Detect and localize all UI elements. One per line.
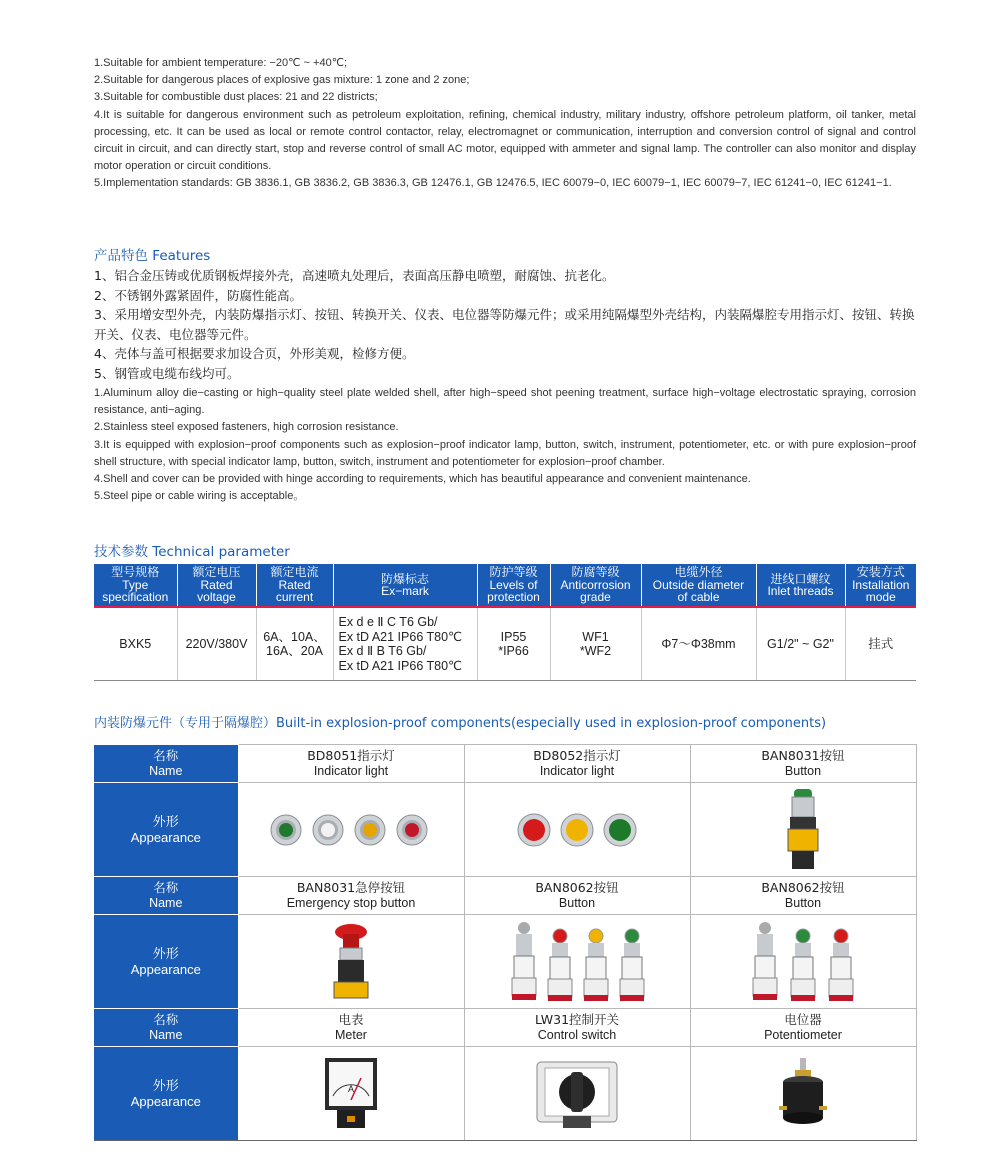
feature-zh-item: 3、采用增安型外壳，内装防爆指示灯、按钮、转换开关、仪表、电位器等防爆元件；或采用纯隔爆型外壳结构，内装隔爆腔专用指示灯、按钮、转换开关、仪表、电位器等元件。 (94, 307, 915, 342)
header-type: 型号规格 Type specification (94, 564, 177, 607)
component-name: BAN8031按钮 Button (690, 745, 916, 783)
intro-line: 5.Implementation standards: GB 3836.1, GB 3836.2, GB 3836.3, GB 12476.1, GB 12476.5, IEC 60079−0, IEC 60079−1, IEC 60079−7, IEC 61241−0, IEC 61241−1. (94, 177, 892, 190)
indicator-light-3-icon (464, 783, 690, 877)
push-button-icon (690, 783, 916, 877)
button-set-3-icon (690, 915, 916, 1009)
header-cable: 电缆外径 Outside diameter of cable (641, 564, 756, 607)
cell-exmark: Ex d e Ⅱ C T6 Gb/ Ex tD A21 IP66 T80℃ Ex d Ⅱ B T6 Gb/ Ex tD A21 IP66 T80℃ (333, 607, 477, 681)
component-name-row (94, 877, 916, 915)
tech-table (94, 564, 916, 681)
feature-en-item: 3.It is equipped with explosion−proof components such as explosion−proof indicator lamp, button, switch, instrument, potentiometer, etc. or with pure explosion−proof shell structure, with special indicator lamp, button, switch, instrument and potentiometer for explosion−proof chamber. (94, 438, 916, 468)
header-voltage: 额定电压 Rated voltage (177, 564, 256, 607)
feature-en-item: 4.Shell and cover can be provided with hinge according to requirements, which has beautiful appearance and convenient maintenance. (94, 473, 751, 486)
component-name: BAN8031急停按钮 Emergency stop button (238, 877, 464, 915)
feature-zh-item: 2、不锈钢外露紧固件，防腐性能高。 (94, 287, 302, 303)
intro-text (94, 55, 916, 193)
cell-type: BXK5 (94, 607, 177, 681)
components-table (94, 744, 917, 1141)
appearance-label: 外形 Appearance (94, 783, 238, 877)
cell-mode: 挂式 (845, 607, 916, 681)
potentiometer-icon (690, 1047, 916, 1141)
header-current: 额定电流 Rated current (256, 564, 333, 607)
component-name: 电表 Meter (238, 1009, 464, 1047)
component-name: BAN8062按钮 Button (690, 877, 916, 915)
feature-zh-item: 5、钢管或电缆布线均可。 (94, 365, 240, 381)
component-name-row (94, 745, 916, 783)
header-anticorrosion: 防腐等级 Anticorrosion grade (550, 564, 641, 607)
emergency-stop-icon (238, 915, 464, 1009)
intro-line: 2.Suitable for dangerous places of explosive gas mixture: 1 zone and 2 zone; (94, 74, 470, 87)
features-title: 产品特色 Features (94, 248, 211, 264)
component-appearance-row (94, 1047, 916, 1141)
feature-zh-item: 4、壳体与盖可根据要求加设合页，外形美观，检修方便。 (94, 346, 415, 361)
component-name: BD8052指示灯 Indicator light (464, 745, 690, 783)
features-en-list (94, 385, 916, 505)
ammeter-icon (238, 1047, 464, 1141)
cell-anticorrosion: WF1 *WF2 (550, 607, 641, 681)
component-name: 电位器 Potentiometer (690, 1009, 916, 1047)
tech-data-row (94, 607, 916, 681)
component-name: BAN8062按钮 Button (464, 877, 690, 915)
features-zh-list (94, 266, 916, 383)
component-name: LW31控制开关 Control switch (464, 1009, 690, 1047)
intro-line: 3.Suitable for combustible dust places: 21 and 22 districts; (94, 91, 378, 104)
feature-en-item: 2.Stainless steel exposed fasteners, high corrosion resistance. (94, 421, 399, 434)
svg-text:A: A (347, 1083, 355, 1094)
feature-en-item: 1.Aluminum alloy die−casting or high−quality steel plate welded shell, after high−speed shot peening treatment, surface high−voltage electrostatic spraying, corrosion resistance, anti−aging. (94, 387, 916, 417)
cell-current: 6A、10A、 16A、20A (256, 607, 333, 681)
name-label: 名称 Name (94, 1009, 238, 1047)
indicator-light-4-icon (238, 783, 464, 877)
appearance-label: 外形 Appearance (94, 915, 238, 1009)
component-name-row (94, 1009, 916, 1047)
component-name: BD8051指示灯 Indicator light (238, 745, 464, 783)
tech-title: 技术参数 Technical parameter (94, 544, 290, 560)
header-thread: 进线口螺纹 Inlet threads (756, 564, 845, 607)
button-set-4-icon (464, 915, 690, 1009)
component-appearance-row (94, 783, 916, 877)
rotary-switch-icon (464, 1047, 690, 1141)
name-label: 名称 Name (94, 745, 238, 783)
feature-zh-item: 1、铝合金压铸或优质钢板焊接外壳，高速喷丸处理后，表面高压静电喷塑，耐腐蚀、抗老化。 (94, 268, 615, 283)
tech-header-row (94, 564, 916, 607)
cell-cable: Φ7～Φ38mm (641, 607, 756, 681)
cell-thread: G1/2" ~ G2" (756, 607, 845, 681)
name-label: 名称 Name (94, 877, 238, 915)
components-title: 内装防爆元件（专用于隔爆腔）Built-in explosion-proof components(especially used in explosion-proof components) (94, 716, 827, 731)
header-protection: 防护等级 Levels of protection (477, 564, 550, 607)
intro-line: 4.It is suitable for dangerous environment such as petroleum exploitation, refining, chemical industry, military industry, offshore petroleum platform, oil tanker, metal processing, etc. It can be used as local or remote control contactor, relay, electromagnet or communication, interruption and conversion control of signal and control circuit in circuit, and can directly start, stop and reverse control of small AC motor, equipped with ammeter and signal lamp. The controller can also monitor and display motor operation or circuit conditions. (94, 108, 916, 173)
component-appearance-row (94, 915, 916, 1009)
cell-protection: IP55 *IP66 (477, 607, 550, 681)
header-exmark: 防爆标志 Ex−mark (333, 564, 477, 607)
cell-voltage: 220V/380V (177, 607, 256, 681)
intro-line: 1.Suitable for ambient temperature: −20℃ ~ +40℃; (94, 57, 348, 69)
appearance-label: 外形 Appearance (94, 1047, 238, 1141)
header-mode: 安装方式 Installation mode (845, 564, 916, 607)
feature-en-item: 5.Steel pipe or cable wiring is acceptable。 (94, 490, 305, 503)
